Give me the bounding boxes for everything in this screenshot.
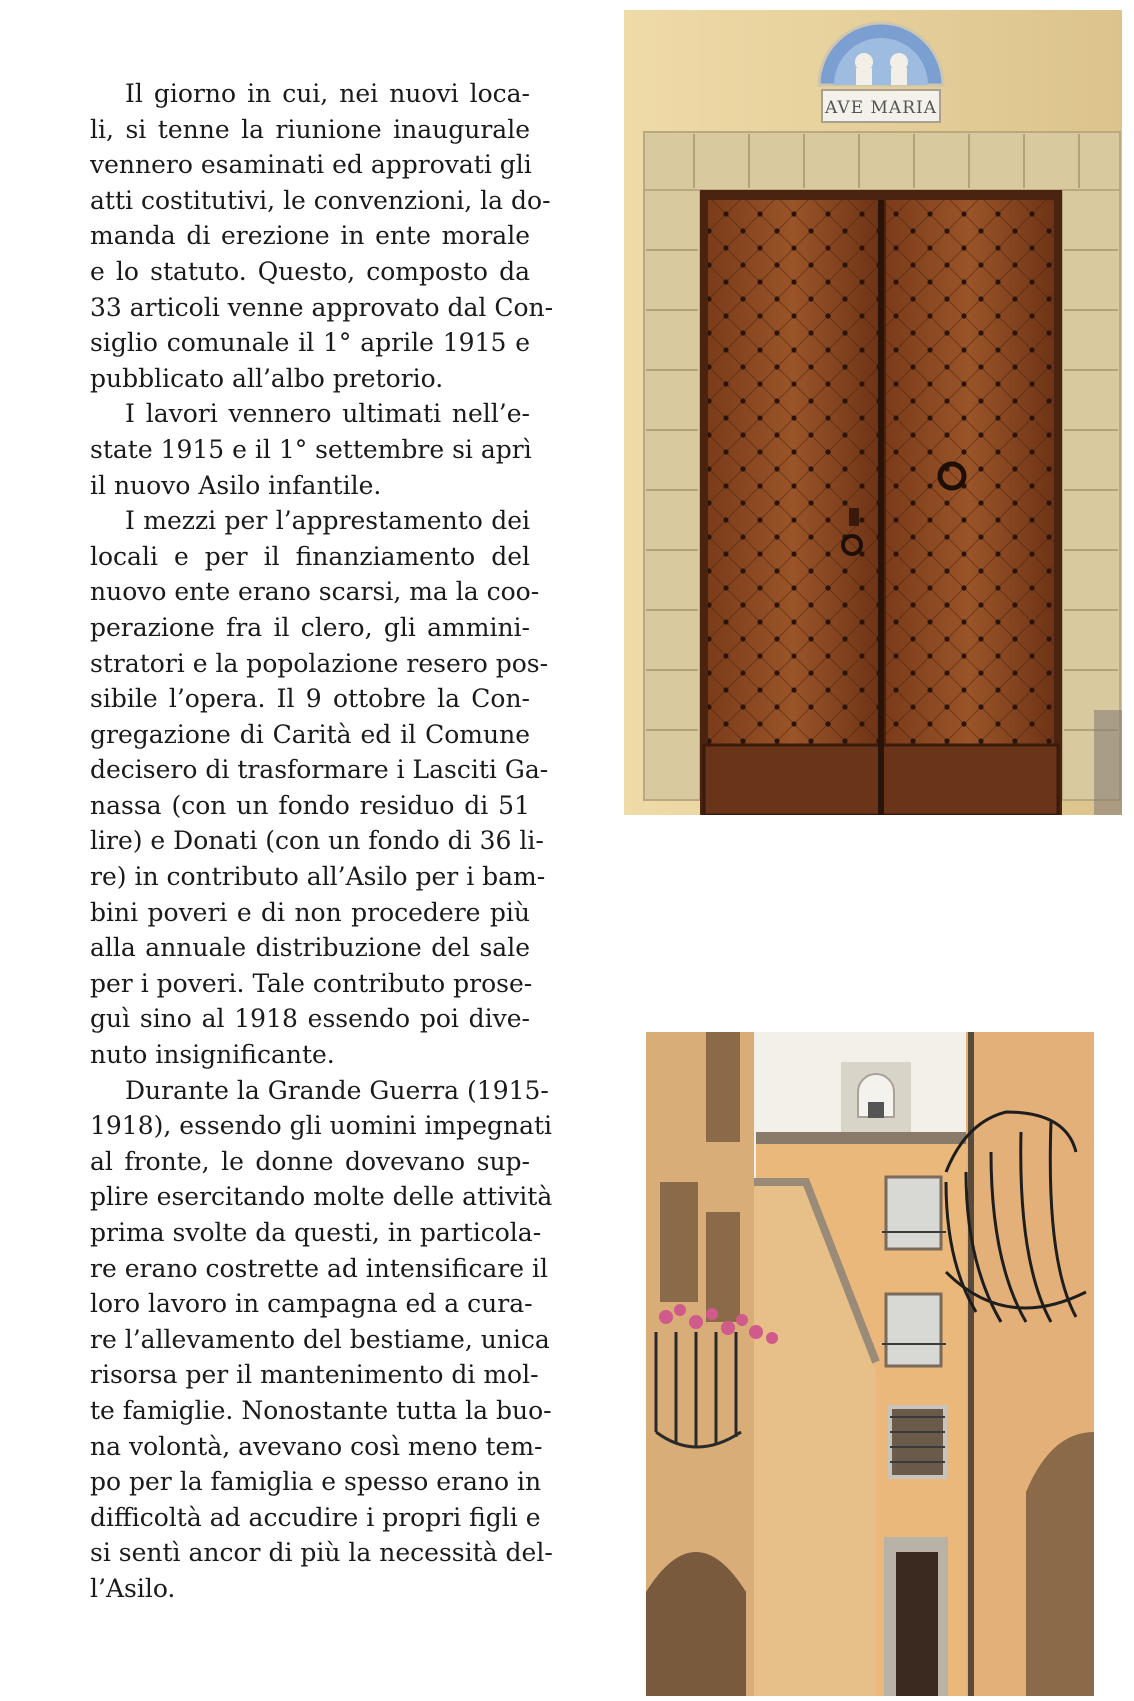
text-line: state 1915 e il 1° settembre si aprì (90, 434, 532, 464)
text-line: lire) e Donati (con un fondo di 36 li- (90, 826, 544, 856)
text-line: il nuovo Asilo infantile. (90, 470, 382, 500)
inscription-text: AVE MARIA (825, 98, 937, 118)
text-line: decisero di trasformare i Lasciti Ga- (90, 755, 549, 785)
text-line: te famiglie. Nonostante tutta la buo- (90, 1395, 552, 1425)
text-line: nuto insignificante. (90, 1040, 335, 1070)
text-line: bini poveri e di non procedere più (90, 897, 530, 927)
text-line: pubblicato all’albo pretorio. (90, 363, 444, 393)
text-line: nuovo ente erano scarsi, ma la coo- (90, 577, 540, 607)
text-line: si sentì ancor di più la necessità del- (90, 1538, 553, 1568)
text-line: po per la famiglia e spesso erano in (90, 1467, 542, 1497)
text-line: perazione fra il clero, gli ammini- (90, 612, 530, 642)
text-line: I lavori vennero ultimati nell’e- (125, 399, 530, 429)
text-line: loro lavoro in campagna ed a cura- (90, 1289, 533, 1319)
text-line: siglio comunale il 1° aprile 1915 e (90, 328, 530, 358)
text-line: guì sino al 1918 essendo poi dive- (90, 1004, 530, 1034)
text-line: re) in contributo all’Asilo per i bam- (90, 862, 546, 892)
text-line: re l’allevamento del bestiame, unica (90, 1324, 550, 1354)
text-line: vennero esaminati ed approvati gli (90, 150, 532, 180)
text-line: atti costitutivi, le convenzioni, la do- (90, 185, 551, 215)
text-line: Il giorno in cui, nei nuovi loca- (125, 79, 530, 108)
text-line: locali e per il finanziamento del (90, 541, 530, 571)
text-line: difficoltà ad accudire i propri figli e (90, 1502, 541, 1532)
text-line: stratori e la popolazione resero pos- (90, 648, 549, 678)
text-line: e lo statuto. Questo, composto da (90, 256, 530, 286)
text-line: per i poveri. Tale contributo prose- (90, 968, 533, 998)
text-line: gregazione di Carità ed il Comune (90, 719, 530, 749)
door-photo (624, 10, 1122, 815)
text-line: na volontà, avevano così meno tem- (90, 1431, 543, 1461)
text-line: plire esercitando molte delle attività (90, 1182, 553, 1212)
village-street-image (646, 1032, 1094, 1696)
text-line: li, si tenne la riunione inaugurale (90, 114, 530, 144)
text-line: l’Asilo. (90, 1573, 176, 1603)
text-line: I mezzi per l’apprestamento dei (125, 506, 530, 536)
text-line: 1918), essendo gli uomini impegnati (90, 1111, 553, 1141)
article-text (90, 76, 554, 1607)
text-line: manda di erezione in ente morale (90, 221, 530, 251)
wooden-door-image (624, 10, 1122, 815)
text-line: alla annuale distribuzione del sale (90, 933, 530, 963)
street-photo (646, 1032, 1094, 1696)
text-line: al fronte, le donne dovevano sup- (90, 1146, 530, 1176)
text-line: Durante la Grande Guerra (1915- (125, 1075, 549, 1105)
text-line: sibile l’opera. Il 9 ottobre la Con- (90, 684, 530, 714)
text-line: re erano costrette ad intensificare il (90, 1253, 548, 1283)
text-line: nassa (con un fondo residuo di 51 (90, 790, 530, 820)
text-line: risorsa per il mantenimento di mol- (90, 1360, 539, 1390)
text-line: 33 articoli venne approvato dal Con- (90, 292, 554, 322)
text-line: prima svolte da questi, in particola- (90, 1218, 542, 1247)
